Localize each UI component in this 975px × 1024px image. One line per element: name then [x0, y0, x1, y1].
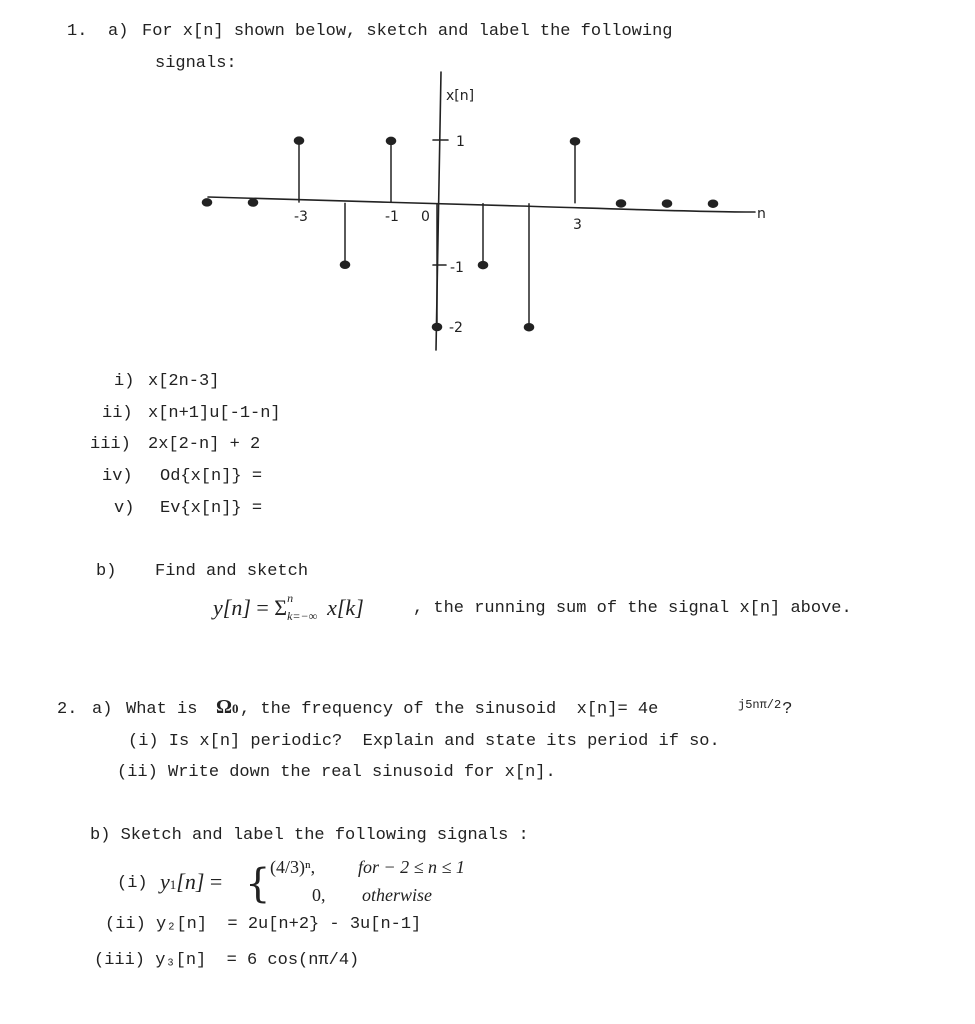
- stem-marker: [295, 137, 304, 144]
- running-sum-formula: y[n] = Σ n k=−∞ x[k]: [213, 591, 364, 623]
- y1-lhs: y1[n] =: [160, 869, 223, 894]
- q1-item-iv-label: iv): [102, 467, 133, 486]
- q1-item-iii-expr: 2x[2-n] + 2: [148, 435, 261, 454]
- stem-marker: [433, 324, 442, 331]
- stem-marker: [663, 200, 672, 207]
- q2-sub-i: (i) Is x[n] periodic? Explain and state its period if so.: [128, 732, 720, 751]
- q2-a-text2: , the frequency of the sinusoid x[n]= 4e: [240, 700, 659, 719]
- q1-part-a-label: a): [108, 22, 129, 41]
- plot-title: x[n]: [446, 88, 475, 104]
- y1-case2-val: 0,: [312, 885, 326, 905]
- stem-marker: [249, 199, 258, 206]
- q2-sub-ii: (ii) Write down the real sinusoid for x[n].: [117, 763, 556, 782]
- stem-marker: [525, 324, 534, 331]
- q1-item-iii-label: iii): [90, 435, 131, 454]
- stem-marker: [479, 262, 488, 269]
- axis-label-n: n: [757, 206, 766, 222]
- q2-a-text3: ?: [772, 700, 793, 719]
- q2-part-a-label: a): [92, 700, 113, 719]
- tick-label-zero: 0: [421, 209, 430, 225]
- stem-marker: [341, 261, 350, 268]
- stem-marker: [387, 137, 396, 144]
- q2-exponent: j5nπ/2: [738, 698, 782, 712]
- case-brace: {: [245, 861, 271, 907]
- tick-label-pos3: 3: [573, 217, 582, 233]
- tick-label-y1: 1: [456, 134, 465, 150]
- q1-item-ii-label: ii): [102, 404, 133, 423]
- q1-intro-line1: For x[n] shown below, sketch and label the following: [142, 22, 673, 41]
- q1-part-b-label: b): [96, 562, 117, 581]
- q1-item-v-expr: Ev{x[n]} =: [160, 499, 263, 518]
- q1-item-i-expr: x[2n-3]: [148, 372, 220, 391]
- q1-item-i-label: i): [114, 372, 135, 391]
- stem-marker: [709, 200, 718, 207]
- y1-case1-cond: for − 2 ≤ n ≤ 1: [358, 857, 465, 877]
- n-axis: [208, 197, 755, 212]
- stem-marker: [203, 199, 212, 206]
- q2-y1-label: (i): [117, 874, 148, 893]
- y1-case1-val: (4/3)ⁿ,: [270, 857, 316, 877]
- q1-part-b-tail: , the running sum of the signal x[n] above.: [413, 599, 852, 618]
- q1-item-iv-expr: Od{x[n]} =: [160, 467, 263, 486]
- q2-y3: (iii) y₃[n] = 6 cos(nπ/4): [94, 951, 360, 970]
- q2-number: 2.: [57, 700, 78, 719]
- tick-label-ym1: -1: [450, 260, 464, 276]
- q1-item-v-label: v): [114, 499, 135, 518]
- q2-a-text1: What is: [126, 700, 198, 719]
- stem-marker: [571, 138, 580, 145]
- tick-label-neg3: -3: [294, 209, 308, 225]
- q2-y2: (ii) y₂[n] = 2u[n+2} - 3u[n-1]: [105, 915, 422, 934]
- y1-case2-cond: otherwise: [362, 885, 432, 905]
- stem-marker: [617, 200, 626, 207]
- tick-label-neg1: -1: [385, 209, 399, 225]
- q2-part-b: b) Sketch and label the following signals :: [90, 826, 529, 845]
- tick-label-ym2: -2: [449, 320, 463, 336]
- omega-symbol: Ω0: [216, 696, 239, 718]
- q1-number: 1.: [67, 22, 88, 41]
- q1-item-ii-expr: x[n+1]u[-1-n]: [148, 404, 281, 423]
- q1-part-b-text: Find and sketch: [155, 562, 309, 581]
- q1-intro-line2: signals:: [155, 54, 237, 73]
